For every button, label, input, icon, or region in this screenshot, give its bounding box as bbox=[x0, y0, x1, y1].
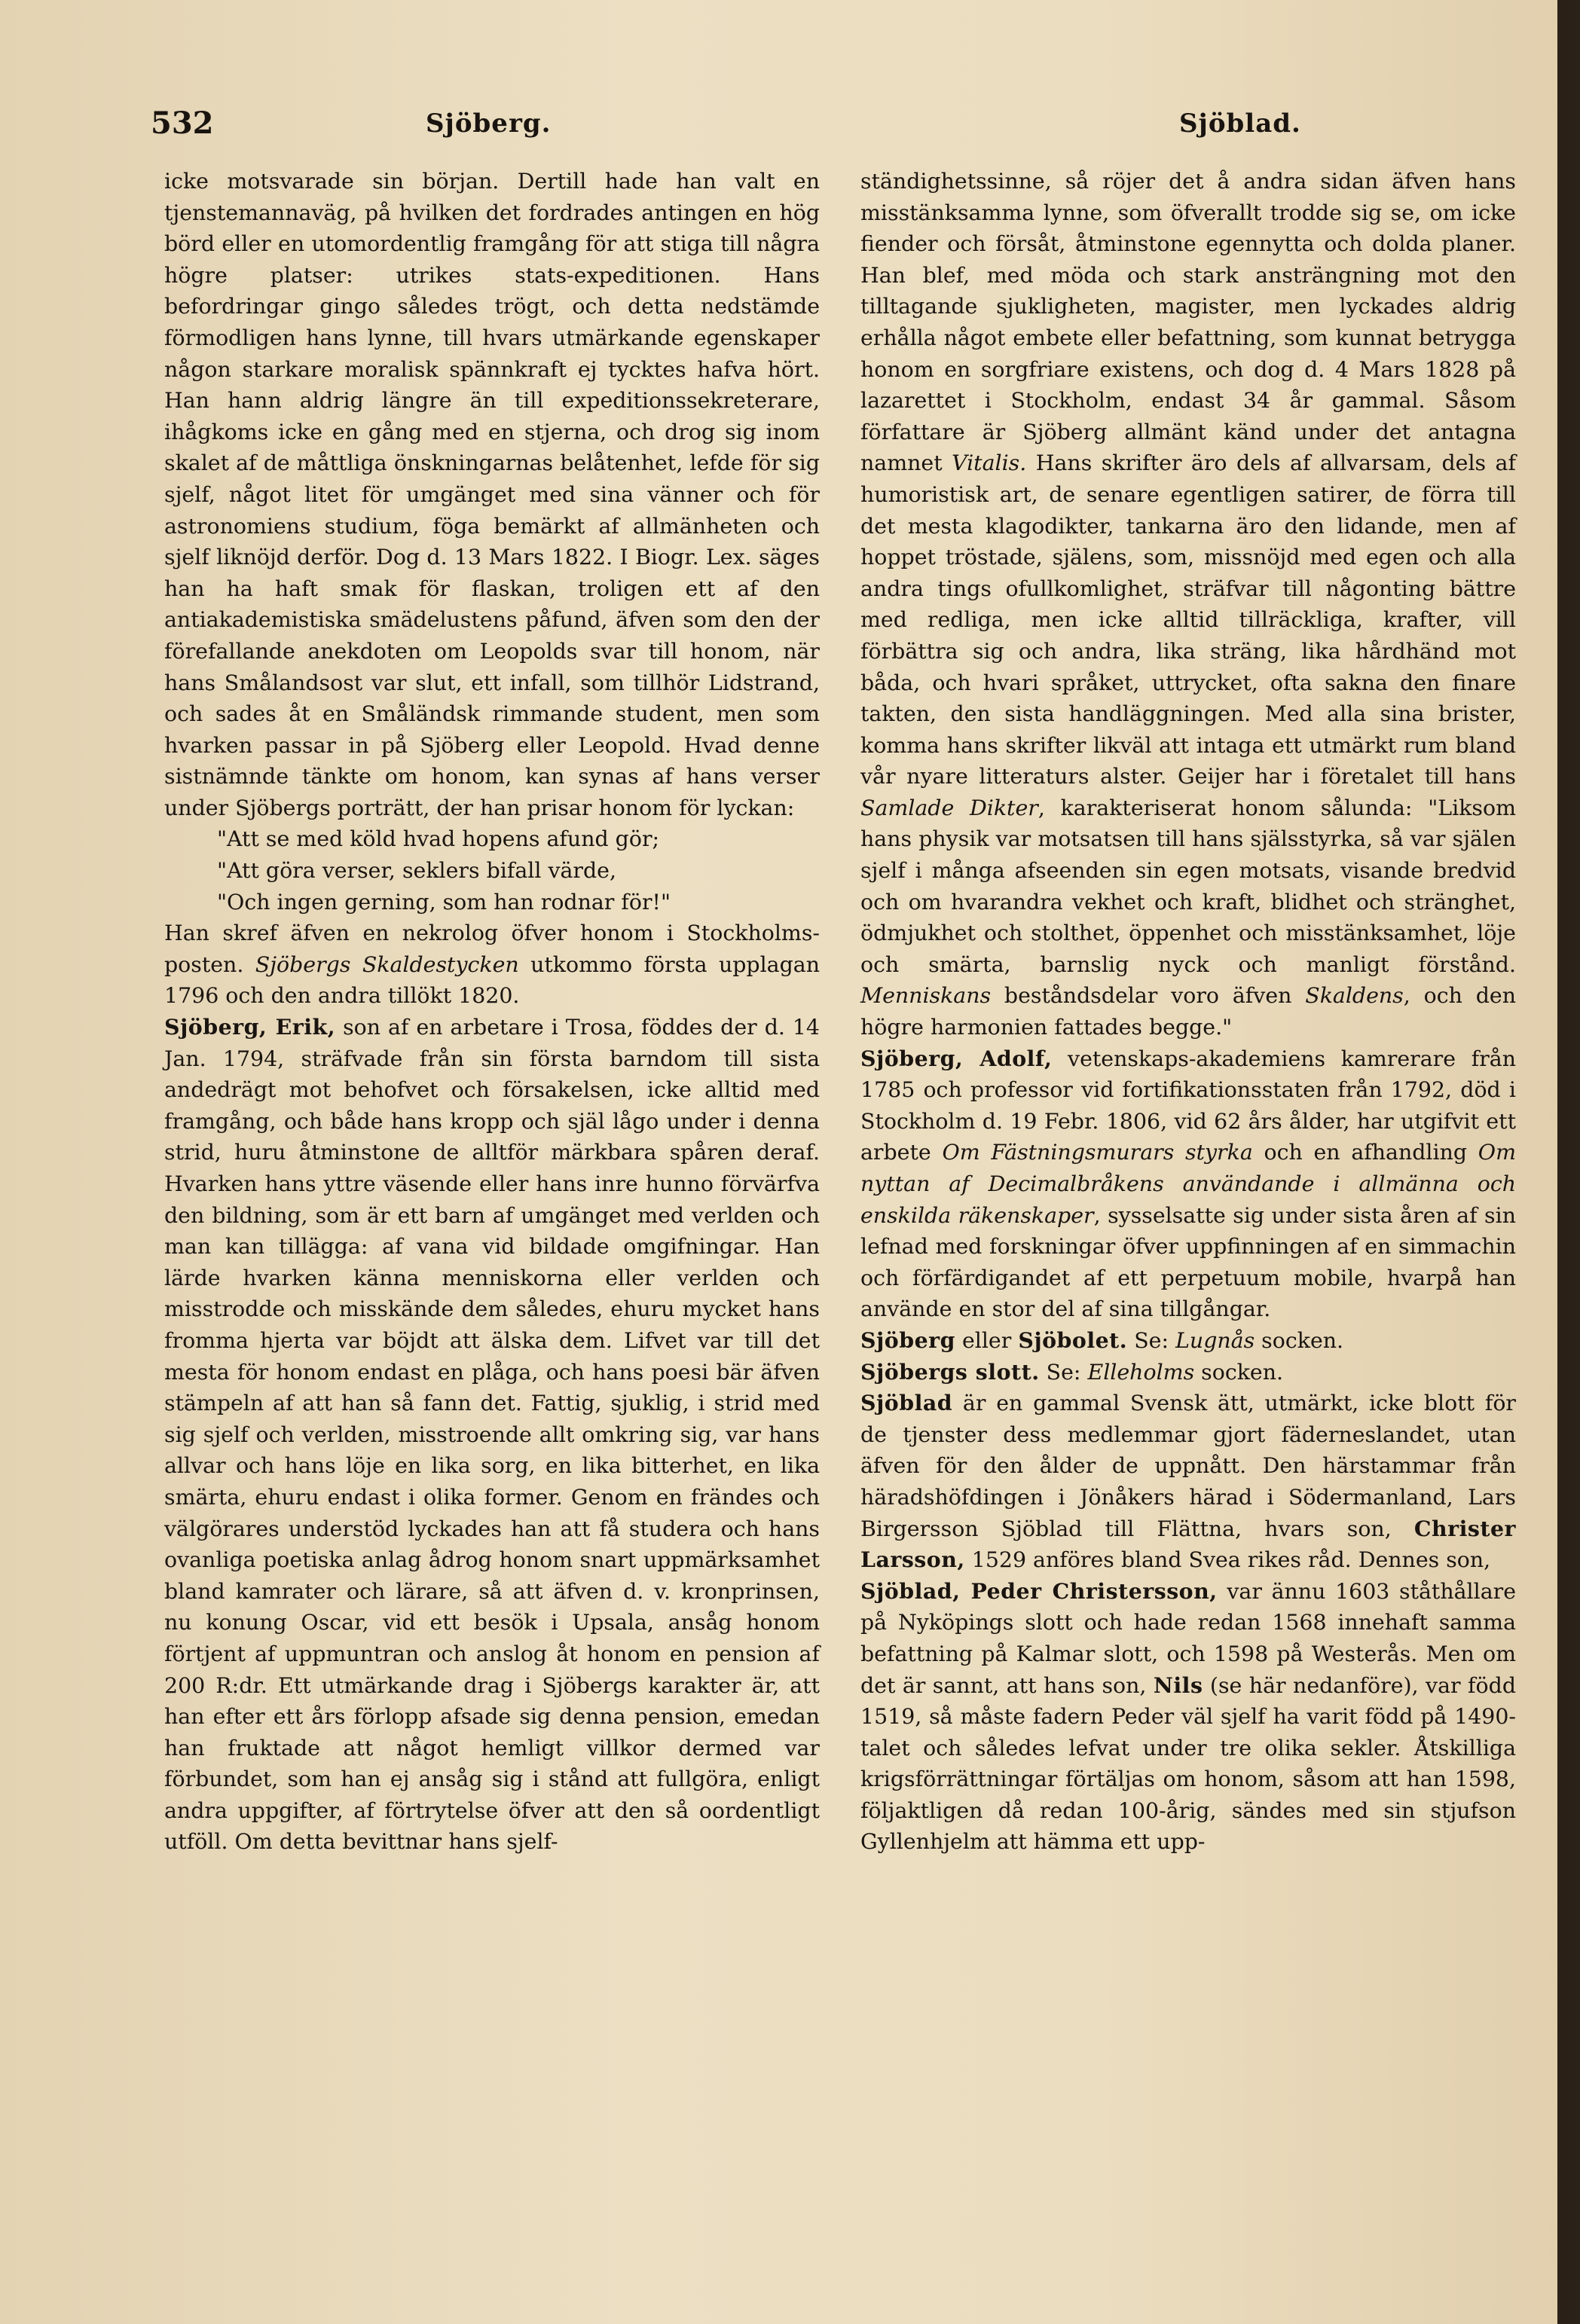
entry-sjoblad-peder bbox=[860, 1576, 1516, 1858]
paragraph-text: , och den högre harmonien fattades begge." bbox=[860, 983, 1516, 1040]
paragraph-text: ständighetssinne, så röjer det å andra sidan äfven hans misstänksamma lynne, som öfverallt trodde sig se, om icke fiender och försåt, åtminstone egennytta och dolda planer. Han blef, med möda och stark ansträngning mot den tilltagande sjukligheten, magister, men lyckades aldrig erhålla något embete eller befattning, som kunnat betrygga honom en sorgfriare existens, och dog d. 4 Mars 1828 på lazarettet i Stockholm, endast 34 år gammal. Såsom författare är Sjöberg allmänt känd under det antagna namnet bbox=[860, 169, 1516, 476]
entry-text: Se: bbox=[1127, 1327, 1176, 1353]
left-column bbox=[164, 166, 820, 1858]
entry-text: och en afhandling bbox=[1252, 1140, 1478, 1165]
entry-headword: Sjöberg, Adolf, bbox=[860, 1045, 1053, 1071]
entry-sjoberg-sjobolet bbox=[860, 1325, 1516, 1357]
entry-text: socken. bbox=[1255, 1327, 1344, 1353]
italic-text: Menniskans bbox=[860, 983, 992, 1009]
cross-reference: Lugnås bbox=[1175, 1327, 1255, 1353]
italic-title: Samlade Dikter bbox=[860, 795, 1038, 820]
entry-headword: Sjöblad bbox=[860, 1390, 953, 1416]
entry-sjobergs-slott bbox=[860, 1357, 1516, 1388]
paragraph bbox=[164, 166, 820, 823]
entry-headword: Sjöblad, Peder Christersson, bbox=[860, 1577, 1218, 1604]
person-name: Christer Larsson, bbox=[860, 1515, 1516, 1573]
running-head bbox=[0, 105, 1569, 151]
left-running-head: Sjöberg. bbox=[426, 108, 552, 139]
entry-text: var ännu 1603 ståthållare på Nyköpings slott och hade redan 1568 innehaft samma befattning på Kalmar slott, och 1598 på Westerås. Men om det är sannt, att hans son, bbox=[860, 1578, 1517, 1698]
italic-title: Sjöbergs Skaldestycken bbox=[255, 951, 519, 977]
page-edge-shadow bbox=[1557, 0, 1569, 2324]
italic-title: Om Fästningsmurars styrka bbox=[942, 1140, 1253, 1165]
paragraph-text: icke motsvarade sin början. Dertill hade han valt en tjenstemannaväg, på hvilken det fordrades antingen en hög börd eller en utomordentlig framgång för att stiga till några högre platser: utrikes stats-expeditionen. Hans befordringar gingo således trögt, och detta nedstämde förmodligen hans lynne, till hvars utmärkande egenskaper någon starkare moralisk spännkraft ej tycktes hafva hört. Han hann aldrig längre än till expeditionssekreterare, ihågkoms icke en gång med en stjerna, och drog sig inom skalet af de måttliga önskningarnas belåtenhet, lefde för sig sjelf, något litet för umgänget med sina vänner och för astronomiens studium, föga bemärkt af allmänheten och sjelf liknöjd derför. Dog d. 13 Mars 1822. I Biogr. Lex. säges han ha haft smak för flaskan, troligen ett af den antiakademistiska smädelustens påfund, äfven som den der förefallande anekdoten om Leopolds svar till honom, när hans Smålandsost var slut, ett infall, som tillhör Lidstrand, och sades åt en Småländsk rimmande student, men som hvarken passar in på Sjöberg eller Leopold. Hvad denne sistnämnde tänkte om honom, kan synas af hans verser under Sjöbergs porträtt, der han prisar honom för lyckan: bbox=[164, 169, 820, 820]
entry-text: 1529 anföres bland Svea rikes råd. Dennes son, bbox=[964, 1547, 1491, 1573]
italic-text: Vitalis. bbox=[952, 450, 1027, 476]
entry-sjoblad bbox=[860, 1388, 1516, 1576]
entry-text: vetenskaps-akademiens kamrerare från 1785 och professor vid fortifikationsstaten från 1792, död i Stockholm d. 19 Febr. 1806, vid 62 års ålder, har utgifvit ett arbete bbox=[860, 1046, 1516, 1165]
cross-reference: Elleholms bbox=[1087, 1359, 1195, 1385]
entry-text: är en gammal Svensk ätt, utmärkt, icke blott för de tjenster dess medlemmar gjort fäderneslandet, utan äfven för den ålder de uppnått. Den härstammar från häradshöfdingen i Jönåkers härad i Södermanland, Lars Birgersson Sjöblad till Flättna, hvars son, bbox=[860, 1391, 1516, 1541]
entry-headword: Sjöberg bbox=[860, 1327, 955, 1353]
paragraph-text: Han skref äfven en nekrolog öfver honom i Stockholms-posten. bbox=[164, 921, 820, 977]
verse-line: "Och ingen gerning, som han rodnar för!" bbox=[217, 889, 671, 915]
entry-text: , sysselsatte sig under sista åren af sin lefnad med forskningar öfver uppfinningen af en simmachin och förfärdigandet af ett perpetuum mobile, hvarpå han använde en stor del af sina tillgångar. bbox=[860, 1202, 1516, 1322]
entry-text: (se här nedanföre), var född 1519, så måste fadern Peder väl sjelf ha varit född på 1490-talet och således lefvat under tre olika sekler. Åtskilliga krigsförrättningar förtäljas om honom, såsom att han 1598, följaktligen då redan 100-årig, sändes med sin stjufson Gyllenhjelm att hämma ett upp- bbox=[860, 1672, 1516, 1855]
verse-line: "Att se med köld hvad hopens afund gör; bbox=[217, 826, 660, 852]
paragraph-text: , karakteriserat honom sålunda: "Liksom hans physik var motsatsen till hans själsstyrka, så var själen sjelf i många afseenden sin egen motsats, visande bredvid och om hvarandra vekhet och kraft, blidhet och stränghet, ödmjukhet och stolthet, öppenhet och misstänksamhet, löje och smärta, barnslig nyck och manligt förstånd. bbox=[860, 795, 1517, 977]
entry-sjoberg-erik bbox=[164, 1012, 820, 1858]
entry-headword: Sjöbolet. bbox=[1018, 1327, 1128, 1353]
verse-quotation bbox=[164, 823, 820, 918]
entry-headword: Sjöbergs slott. bbox=[860, 1358, 1040, 1385]
paragraph-text: Hans skrifter äro dels af allvarsam, dels af humoristisk art, de senare egentligen satirer, de förra till det mesta klagodikter, tankarna äro den lidande, men af hoppet tröstade, själens, som, missnöjd med egen och alla andra tings ofullkomlighet, sträfvar till någonting bättre med redliga, men icke alltid tillräckliga, krafter, vill förbättra sig och andra, lika sträng, lika hårdhänd mot båda, och hvari språket, uttrycket, ofta sakna den finare takten, den sista handläggningen. Med alla sina brister, komma hans skrifter likväl att intaga ett utmärkt rum bland vår nyare litteraturs alster. Geijer har i företalet till hans bbox=[860, 450, 1516, 789]
paragraph-text: utkommo första upplagan 1796 och den andra tillökt 1820. bbox=[164, 951, 820, 1009]
italic-title: Om nyttan af Decimalbråkens användande i allmänna och enskilda räkenskaper bbox=[860, 1140, 1516, 1228]
italic-text: Skaldens bbox=[1305, 983, 1404, 1009]
entry-text: son af en arbetare i Trosa, föddes der d. 14 Jan. 1794, sträfvade från sin första barndom till sista andedrägt mot behofvet och försakelsen, icke alltid med framgång, och både hans kropp och själ lågo under i denna strid, huru åtminstone de alltför märkbara spåren deraf. Hvarken hans yttre väsende eller hans inre hunno förvärfva den bildning, som är ett barn af umgänget med verlden och man kan tillägga: af vana vid bildade omgifningar. Han lärde hvarken känna menniskorna eller verlden och misstrodde och misskände dem således, ehuru mycket hans fromma hjerta var böjdt att älska dem. Lifvet var till det mesta för honom endast en plåga, och hans poesi bär äfven stämpeln af att han så fann det. Fattig, sjuklig, i strid med sig sjelf och verlden, misstroende allt omkring sig, var hans allvar och hans löje en lika sorg, en lika bitterhet, en lika smärta, ehuru endast i olika former. Genom en frändes och välgörares understöd lyckades han att få studera och hans ovanliga poetiska anlag ådrog honom snart uppmärksamhet bland kamrater och lärare, så att äfven d. v. kronprinsen, nu konung Oscar, vid ett besök i Upsala, ansåg honom förtjent af uppmuntran och anslog åt honom en pension af 200 R:dr. Ett utmärkande drag i Sjöbergs karakter är, att han efter ett års förlopp afsade sig denna pension, emedan han fruktade att något hemligt villkor dermed var förbundet, som han ej ansåg sig i stånd att fullgöra, enligt andra uppgifter, af förtrytelse öfver att den så oordentligt utföll. Om detta bevittnar hans sjelf- bbox=[164, 1015, 820, 1855]
entry-headword: Sjöberg, Erik, bbox=[164, 1014, 336, 1040]
paragraph bbox=[164, 918, 820, 1012]
entry-text: eller bbox=[955, 1327, 1019, 1353]
right-running-head: Sjöblad. bbox=[1179, 108, 1301, 139]
paragraph-text: beståndsdelar voro äfven bbox=[991, 983, 1306, 1009]
entry-sjoberg-adolf bbox=[860, 1043, 1516, 1325]
right-column bbox=[860, 166, 1516, 1858]
entry-text: Se: bbox=[1039, 1359, 1088, 1385]
person-name: Nils bbox=[1153, 1672, 1203, 1698]
entry-text: socken. bbox=[1194, 1359, 1284, 1385]
verse-line: "Att göra verser, seklers bifall värde, bbox=[217, 858, 617, 884]
page-number: 532 bbox=[151, 105, 214, 141]
paragraph bbox=[860, 166, 1516, 1043]
